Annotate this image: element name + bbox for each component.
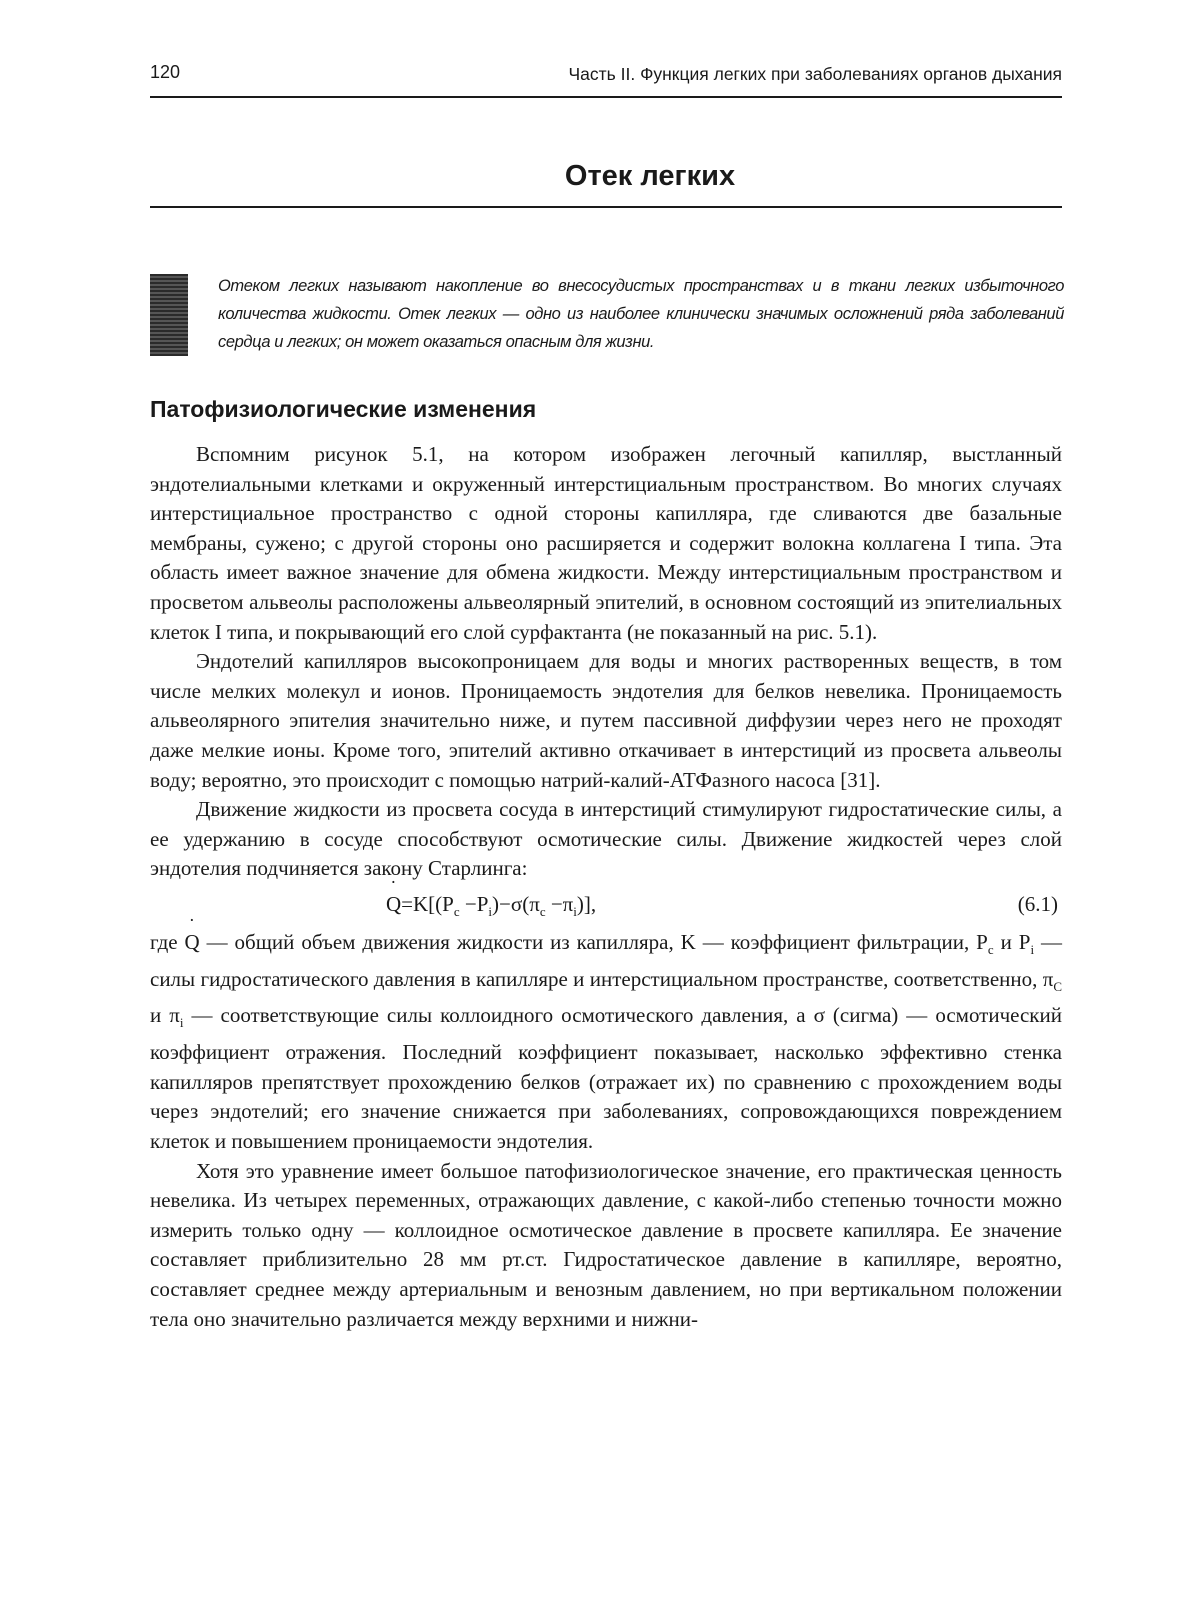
body-text	[150, 440, 1062, 1334]
equation-number: (6.1)	[1017, 891, 1058, 916]
page-number: 120	[150, 62, 181, 82]
abstract-block	[150, 272, 1062, 356]
q-dot-symbol: ˙ Q	[185, 928, 200, 958]
paragraph: Движение жидкости из просвета сосуда в интерстиций стимулируют гидростатические силы, а ее удержанию в сосуде способствуют осмотические силы. Движение жидкостей через слой эндотелия подчиняется закону Старлинга:	[150, 797, 1062, 881]
chapter-title-text: Отек легких	[564, 160, 736, 192]
paragraph: Вспомним рисунок 5.1, на котором изображен легочный капилляр, выстланный эндотелиальными клетками и окруженный интерстициальным пространством. Во многих случаях интерстициальное пространство с одной стороны капилляра, где сливаются две базальные мембраны, сужено; с другой стороны оно расширяется и содержит волокна коллагена I типа. Эта область имеет важное значение для обмена жидкости. Между интерстициальным пространством и просветом альвеолы расположены альвеолярный эпителий, в основном состоящий из эпителиальных клеток I типа, и покрывающий его слой сурфактанта (не показанный на рис. 5.1).	[150, 442, 1062, 644]
abstract-text: Отеком легких называют накопление во внесосудистых пространствах и в ткани легких избыточного количества жидкости. Отек легких — одно из наиболее клинически значимых осложнений ряда заболеваний сердца и легких; он может оказаться опасным для жизни.	[218, 277, 1064, 351]
starling-equation	[150, 884, 1062, 928]
equation-q-dot: ˙ Q	[386, 890, 401, 920]
chapter-title	[150, 160, 1062, 208]
paragraph: Хотя это уравнение имеет большое патофизиологическое значение, его практическая ценность невелика. Из четырех переменных, отражающих давление, с какой-либо степенью точности можно измерить только одну — коллоидное осмотическое давление в просвете капилляра. Ее значение составляет приблизительно 28 мм рт.ст. Гидростатическое давление в капилляре, вероятно, составляет среднее между артериальным и венозным давлением, но при вертикальном положении тела оно значительно различается между верхними и нижни-	[150, 1158, 1062, 1331]
running-header	[150, 62, 1062, 98]
section-heading: Патофизиологические изменения	[150, 396, 537, 422]
equation-explanation: где ˙ Q — общий объем движения жидкости из капилляра, K — коэффициент фильтрации, $P_c$ и $P_i$ — силы гидростатического давления в капилляре и интерстициальном пространстве, соответственно, $\pi_C$ и $\pi_i$ — соответствующие силы коллоидного осмотического давления, а σ (сигма) — осмотический коэффициент отражения. Последний коэффициент показывает, насколько эффективно стенка капилляров препятствует прохождению белков (отражает их) по сравнению с прохождением воды через эндотелий; его значение снижается при заболеваниях, сопровождающихся повреждением клеток и повышением проницаемости эндотелия.	[150, 928, 1062, 1157]
book-page	[150, 0, 1062, 1600]
equation-formula: ˙ $Q=K[(P_c -P_i)-\sigma(\pi_c -\pi_i)]$,	[386, 890, 596, 927]
running-title: Часть II. Функция легких при заболеваниях органов дыхания	[568, 64, 1062, 84]
paragraph: Эндотелий капилляров высокопроницаем для воды и многих растворенных веществ, в том числе мелких молекул и ионов. Проницаемость эндотелия для белков невелика. Проницаемость альвеолярного эпителия значительно ниже, и путем пассивной диффузии через него не проходят даже мелкие ионы. Кроме того, эпителий активно откачивает в интерстиций из просвета альвеолы воду; вероятно, это происходит с помощью натрий-калий-АТФазного насоса [31].	[150, 649, 1062, 792]
abstract-marker-bar	[150, 274, 188, 356]
